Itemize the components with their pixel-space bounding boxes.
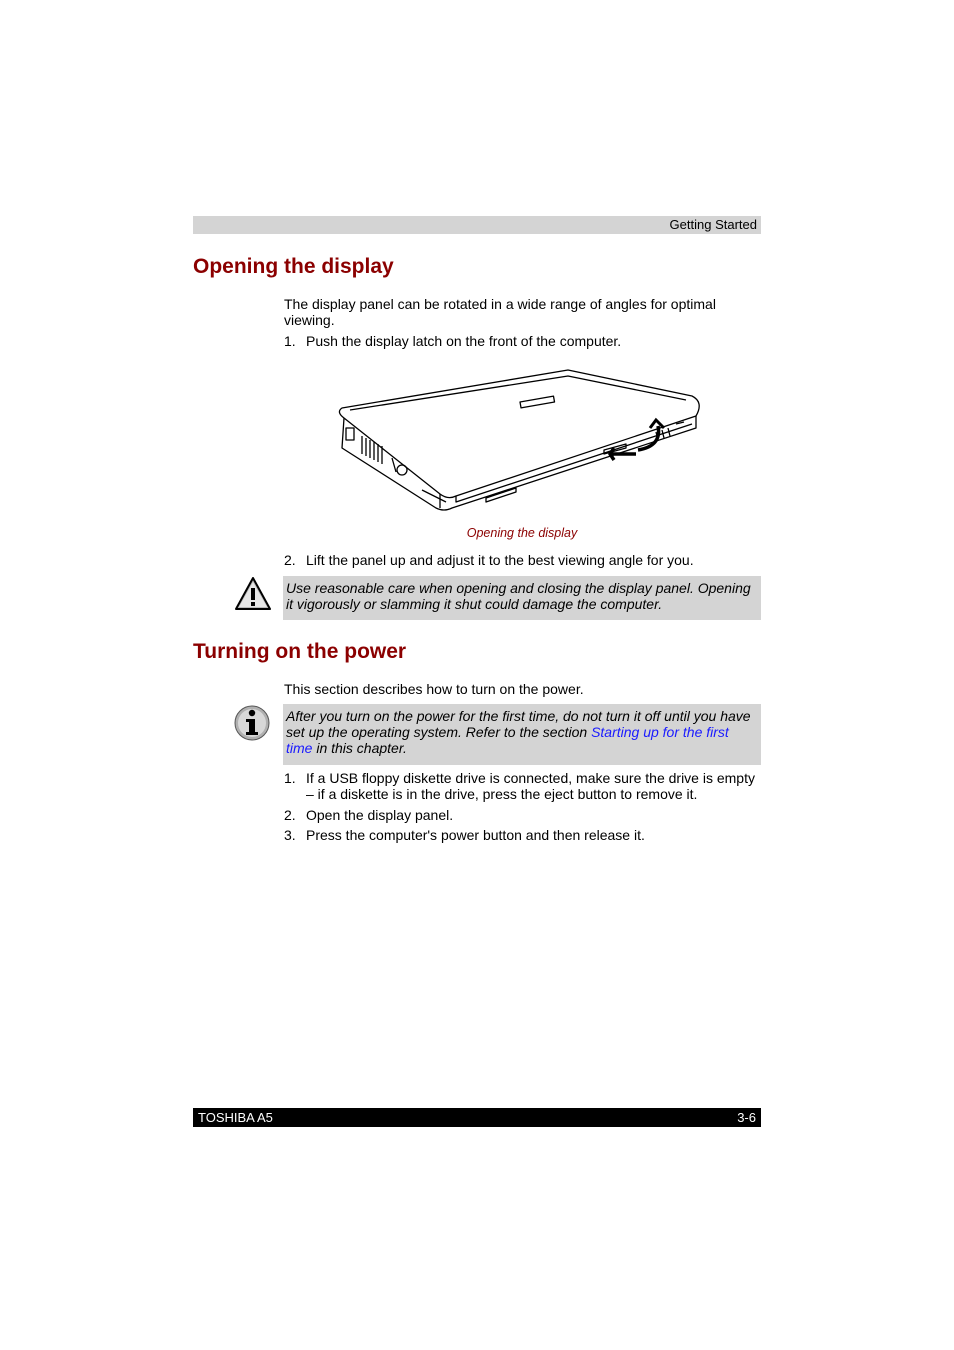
starting-up-link[interactable]: Starting up for the first time [286, 724, 729, 756]
step-number: 1. [284, 333, 296, 349]
warning-icon [234, 576, 272, 612]
heading-turning-on-power: Turning on the power [193, 640, 407, 663]
caution-box: Use reasonable care when opening and closing the display panel. Opening it vigorously or slamming it shut could damage the computer. [283, 576, 761, 620]
running-header [193, 216, 761, 234]
page-number: 3-6 [737, 1110, 756, 1125]
note-text-after: in this chapter. [312, 740, 407, 756]
step-text: Open the display panel. [306, 807, 454, 823]
intro-paragraph: The display panel can be rotated in a wide range of angles for optimal viewing. [284, 296, 716, 328]
list-item [284, 333, 760, 349]
note-text-before: After you turn on the power for the first time, do not turn it off until you have set up the operating system. Refer to the section [286, 708, 751, 740]
info-note-box [283, 704, 761, 765]
heading-opening-display: Opening the display [193, 255, 394, 278]
step-text: Push the display latch on the front of the computer. [306, 333, 622, 349]
list-item [284, 807, 760, 823]
step-number: 2. [284, 807, 296, 823]
step-text: Press the computer's power button and then release it. [306, 827, 645, 843]
step-number: 1. [284, 770, 296, 786]
list-item [284, 552, 760, 568]
list-item [284, 770, 760, 802]
step-text: Lift the panel up and adjust it to the best viewing angle for you. [306, 552, 694, 568]
step-number: 2. [284, 552, 296, 568]
info-icon [233, 704, 271, 742]
header-section-title: Getting Started [669, 217, 757, 232]
step-number: 3. [284, 827, 296, 843]
step-text: If a USB floppy diskette drive is connected, make sure the drive is empty – if a diskette is in the drive, press the eject button to remove it. [306, 770, 755, 802]
footer-product: TOSHIBA A5 [198, 1110, 273, 1125]
list-item [284, 827, 760, 843]
laptop-illustration [336, 366, 708, 514]
intro-paragraph: This section describes how to turn on the power. [284, 681, 584, 697]
running-footer [193, 1108, 761, 1127]
figure-caption: Opening the display [466, 526, 578, 540]
